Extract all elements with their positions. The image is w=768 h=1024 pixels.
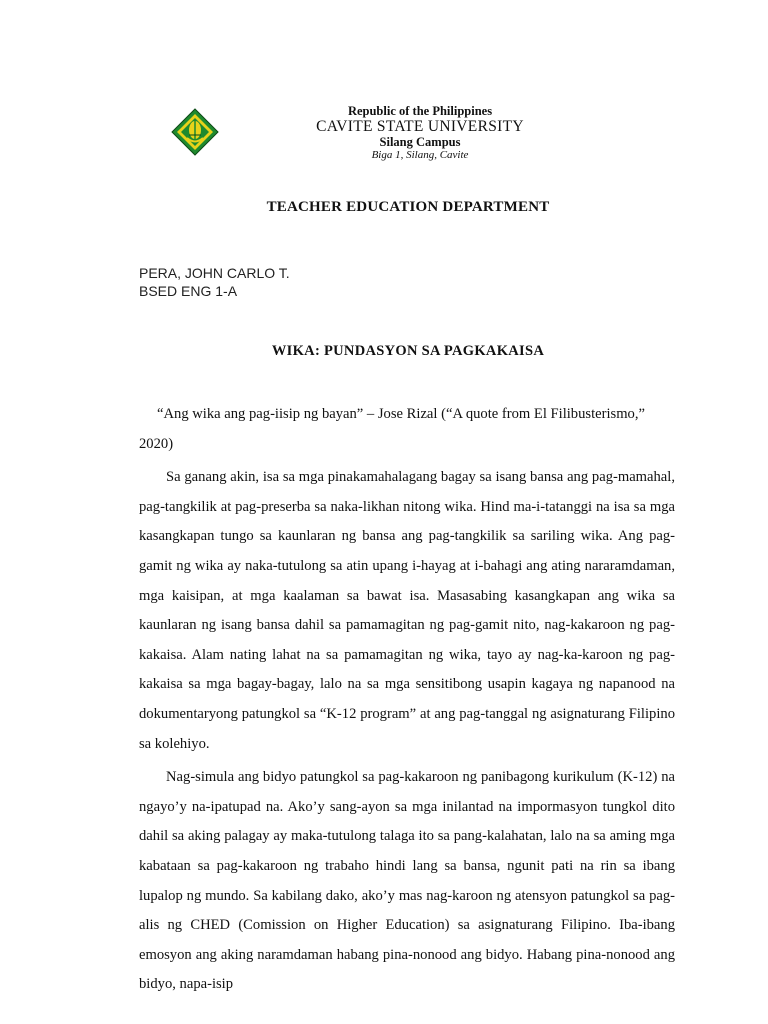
student-section: BSED ENG 1-A	[139, 283, 238, 299]
essay-title: WIKA: PUNDASYON SA PAGKAKAISA	[271, 343, 545, 359]
letterhead	[200, 104, 640, 162]
department-heading: TEACHER EDUCATION DEPARTMENT	[266, 199, 550, 215]
campus-address: Biga 1, Silang, Cavite	[371, 149, 469, 161]
university-name: CAVITE STATE UNIVERSITY	[316, 118, 524, 135]
paragraph: Sa ganang akin, isa sa mga pinakamahalagang bagay sa isang bansa ang pag-mamahal, pag-tangkilik at pag-preserba sa naka-likhan nitong wika. Hind ma-i-tatanggi na isa sa mga kasangkapan tungo sa kaunlaran ng bansa ang pag-tangkilik sa sariling wika. Ang pag-gamit ng wika ay naka-tutulong sa atin upang i-hayag at i-bahagi ang ating nararamdaman, mga kaisipan, at mga kaalaman sa bawat isa. Masasabing kasangkapan ang wika sa kaunlaran ng isang bansa dahil sa pamamagitan ng pag-gamit nito, nag-kakaroon ng pag-kakaisa. Alam nating lahat na sa pamamagitan ng wika, tayo ay nag-ka-karoon ng pag-kakaisa sa mga bagay-bagay, lalo na sa mga sensitibong usapin kagaya ng napanood na dokumentaryong patungkol sa “K-12 program” at ang pag-tanggal ng asignaturang Filipino sa kolehiyo.	[139, 469, 675, 752]
epigraph-quote: “Ang wika ang pag-iisip ng bayan” – Jose Rizal (“A quote from El Filibusterismo,” 2020)	[139, 406, 645, 452]
essay-body	[139, 400, 675, 1004]
student-info	[139, 264, 290, 300]
campus-name: Silang Campus	[379, 135, 461, 149]
student-name: PERA, JOHN CARLO T.	[139, 265, 290, 281]
paragraph: Nag-simula ang bidyo patungkol sa pag-kakaroon ng panibagong kurikulum (K-12) na ngayo’y na-ipatupad na. Ako’y sang-ayon sa mga inilantad na impormasyon tungkol dito dahil sa aking palagay ay maka-tutulong talaga ito sa pang-kalahatan, lalo na sa aming mga kabataan sa pag-kakaroon ng trabaho hindi lang sa bansa, ngunit pati na rin sa ibang lupalop ng mundo. Sa kabilang dako, ako’y mas nag-karoon ng atensyon patungkol sa pag-alis ng CHED (Comission on Higher Education) sa asignaturang Filipino. Iba-ibang emosyon ang aking naramdaman habang pina-nonood ang bidyo. Habang pina-nonood ang bidyo, napa-isip	[139, 769, 675, 993]
republic-line: Republic of the Philippines	[347, 104, 493, 118]
